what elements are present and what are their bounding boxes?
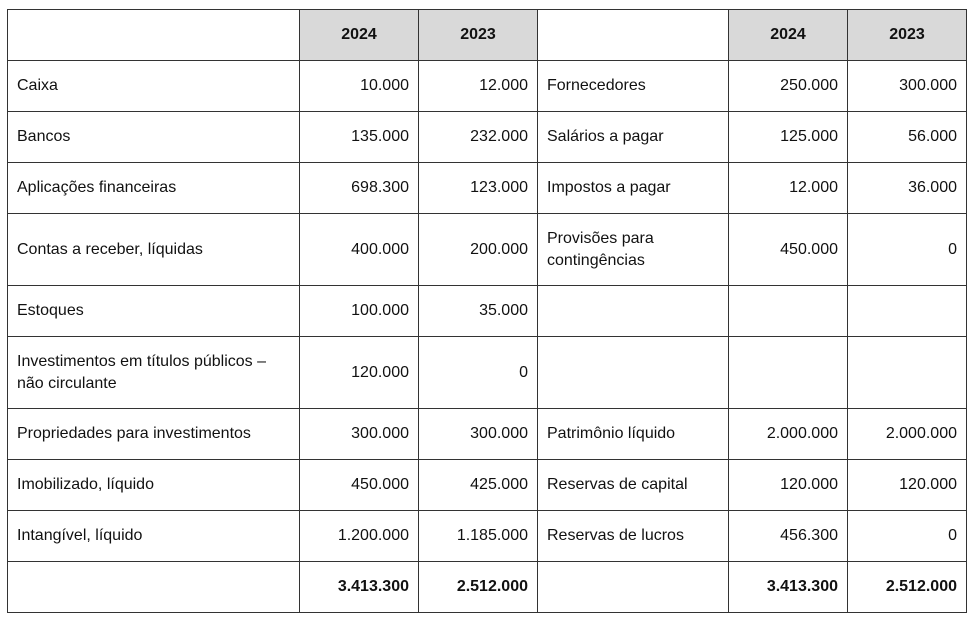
asset-value-2023: 123.000 [419,163,538,214]
asset-label: Bancos [8,112,300,163]
liability-value-2023: 2.000.000 [848,409,967,460]
asset-label: Caixa [8,61,300,112]
liability-label: Patrimônio líquido [538,409,729,460]
liability-value-2024: 12.000 [729,163,848,214]
asset-label: Aplicações financeiras [8,163,300,214]
asset-value-2024: 100.000 [300,286,419,337]
asset-value-2023: 35.000 [419,286,538,337]
asset-value-2023: 12.000 [419,61,538,112]
header-right-year-2024: 2024 [729,10,848,61]
liability-label [538,286,729,337]
asset-value-2024: 300.000 [300,409,419,460]
table-row [8,163,967,214]
asset-value-2024: 1.200.000 [300,511,419,562]
table-row [8,409,967,460]
liability-label: Provisões para contingências [538,214,729,286]
header-blank-left [8,10,300,61]
liability-label: Reservas de lucros [538,511,729,562]
asset-value-2023: 232.000 [419,112,538,163]
liability-label [538,337,729,409]
asset-value-2023: 425.000 [419,460,538,511]
liability-value-2023: 36.000 [848,163,967,214]
asset-value-2024: 120.000 [300,337,419,409]
liability-value-2024 [729,286,848,337]
liability-value-2023: 0 [848,214,967,286]
balance-sheet-table [7,9,967,613]
liability-value-2024: 2.000.000 [729,409,848,460]
header-blank-right [538,10,729,61]
header-left-year-2024: 2024 [300,10,419,61]
asset-value-2024: 400.000 [300,214,419,286]
liability-label: Fornecedores [538,61,729,112]
total-liabilities-2023: 2.512.000 [848,562,967,613]
asset-value-2023: 0 [419,337,538,409]
liability-value-2024: 456.300 [729,511,848,562]
liability-value-2023: 56.000 [848,112,967,163]
totals-blank-left [8,562,300,613]
liability-value-2023: 120.000 [848,460,967,511]
table-row [8,214,967,286]
header-left-year-2023: 2023 [419,10,538,61]
table-row [8,337,967,409]
liability-value-2023 [848,337,967,409]
liability-label: Salários a pagar [538,112,729,163]
liability-value-2023: 300.000 [848,61,967,112]
liability-value-2023 [848,286,967,337]
table-row [8,112,967,163]
total-liabilities-2024: 3.413.300 [729,562,848,613]
asset-label: Imobilizado, líquido [8,460,300,511]
header-row [8,10,967,61]
balance-sheet-container [7,9,967,613]
asset-value-2023: 200.000 [419,214,538,286]
liability-value-2023: 0 [848,511,967,562]
asset-value-2024: 10.000 [300,61,419,112]
asset-value-2024: 135.000 [300,112,419,163]
table-row [8,286,967,337]
asset-value-2023: 300.000 [419,409,538,460]
asset-value-2023: 1.185.000 [419,511,538,562]
liability-label: Reservas de capital [538,460,729,511]
asset-label: Estoques [8,286,300,337]
asset-label: Contas a receber, líquidas [8,214,300,286]
liability-label: Impostos a pagar [538,163,729,214]
liability-value-2024: 125.000 [729,112,848,163]
total-assets-2024: 3.413.300 [300,562,419,613]
table-row [8,511,967,562]
table-row [8,460,967,511]
liability-value-2024: 250.000 [729,61,848,112]
total-assets-2023: 2.512.000 [419,562,538,613]
liability-value-2024: 450.000 [729,214,848,286]
asset-label: Propriedades para investimentos [8,409,300,460]
liability-value-2024 [729,337,848,409]
asset-value-2024: 698.300 [300,163,419,214]
totals-row [8,562,967,613]
table-row [8,61,967,112]
asset-label: Intangível, líquido [8,511,300,562]
header-right-year-2023: 2023 [848,10,967,61]
liability-value-2024: 120.000 [729,460,848,511]
asset-label: Investimentos em títulos públicos – não circulante [8,337,300,409]
asset-value-2024: 450.000 [300,460,419,511]
totals-blank-right [538,562,729,613]
